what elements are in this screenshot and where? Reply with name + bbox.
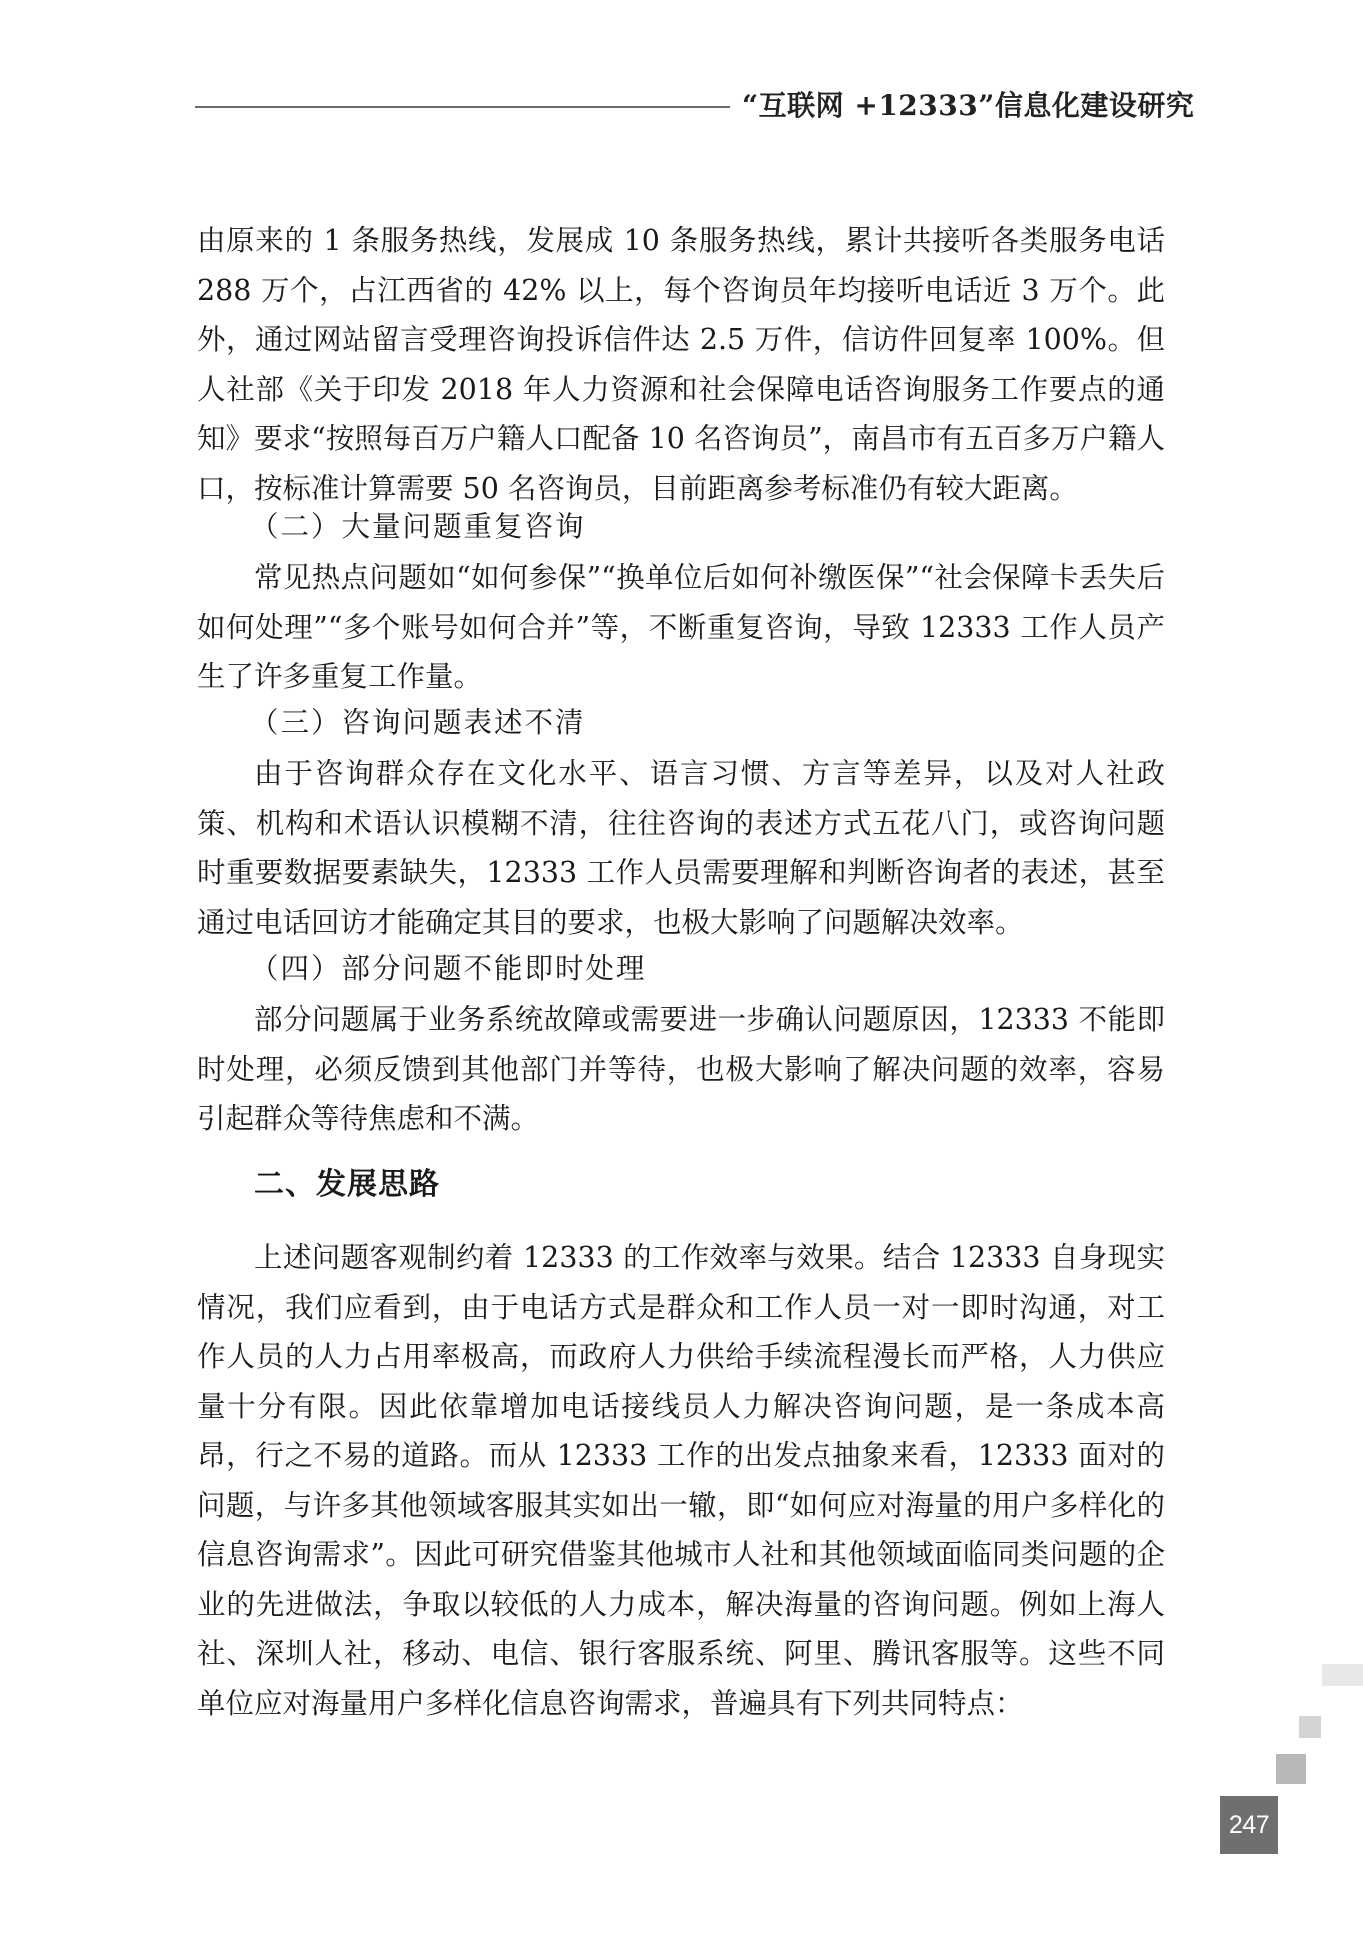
running-head-title: “互联网 +12333”信息化建设研究 xyxy=(742,89,1195,122)
section-heading: 二、发展思路 xyxy=(254,1167,440,1202)
decorative-square xyxy=(1322,1664,1363,1686)
paragraph-repeated-inquiries xyxy=(197,553,1165,702)
paragraph-text: 上述问题客观制约着 12333 的工作效率与效果。结合 12333 自身现实情况，我们应看到，由于电话方式是群众和工作人员一对一即时沟通，对工作人员的人力占用率极高，而政府人力供给手续流程漫长而严格，人力供应量十分有限。因此依靠增加电话接线员人力解决咨询问题，是一条成本高昂，行之不易的道路。而从 12333 工作的出发点抽象来看，12333 面对的问题，与许多其他领域客服其实如出一辙，即“如何应对海量的用户多样化的信息咨询需求”。因此可研究借鉴其他城市人社和其他领域面临同类问题的企业的先进做法，争取以较低的人力成本，解决海量的咨询问题。例如上海人社、深圳人社，移动、电信、银行客服系统、阿里、腾讯客服等。这些不同单位应对海量用户多样化信息咨询需求，普遍具有下列共同特点： xyxy=(197,1241,1165,1720)
paragraph-development-ideas xyxy=(197,1233,1165,1728)
decorative-square xyxy=(1299,1716,1321,1738)
header-rule xyxy=(195,106,730,108)
subheading-unclear-inquiries: （三）咨询问题表述不清 xyxy=(250,706,586,739)
subheading-delayed-handling: （四）部分问题不能即时处理 xyxy=(250,952,647,985)
page-number: 247 xyxy=(1228,1810,1270,1839)
page-number-box xyxy=(1220,1796,1278,1854)
paragraph-delayed-handling xyxy=(197,995,1165,1144)
paragraph-staffing xyxy=(197,216,1165,513)
subheading-repeated-inquiries: （二）大量问题重复咨询 xyxy=(250,510,586,543)
decorative-square xyxy=(1276,1754,1306,1784)
paragraph-text: 常见热点问题如“如何参保”“换单位后如何补缴医保”“社会保障卡丢失后如何处理”“多个账号如何合并”等，不断重复咨询，导致 12333 工作人员产生了许多重复工作量。 xyxy=(197,561,1165,693)
paragraph-text: 由原来的 1 条服务热线，发展成 10 条服务热线，累计共接听各类服务电话 288 万个，占江西省的 42% 以上，每个咨询员年均接听电话近 3 万个。此外，通过网站留言受理咨询投诉信件达 2.5 万件，信访件回复率 100%。但人社部《关于印发 2018 年人力资源和社会保障电话咨询服务工作要点的通知》要求“按照每百万户籍人口配备 10 名咨询员”，南昌市有五百多万户籍人口，按标准计算需要 50 名咨询员，目前距离参考标准仍有较大距离。 xyxy=(197,224,1165,505)
paragraph-text: 由于咨询群众存在文化水平、语言习惯、方言等差异，以及对人社政策、机构和术语认识模糊不清，往往咨询的表述方式五花八门，或咨询问题时重要数据要素缺失，12333 工作人员需要理解和判断咨询者的表述，甚至通过电话回访才能确定其目的要求，也极大影响了问题解决效率。 xyxy=(197,757,1165,939)
paragraph-unclear-inquiries xyxy=(197,749,1165,947)
paragraph-text: 部分问题属于业务系统故障或需要进一步确认问题原因，12333 不能即时处理，必须反馈到其他部门并等待，也极大影响了解决问题的效率，容易引起群众等待焦虑和不满。 xyxy=(197,1003,1165,1135)
